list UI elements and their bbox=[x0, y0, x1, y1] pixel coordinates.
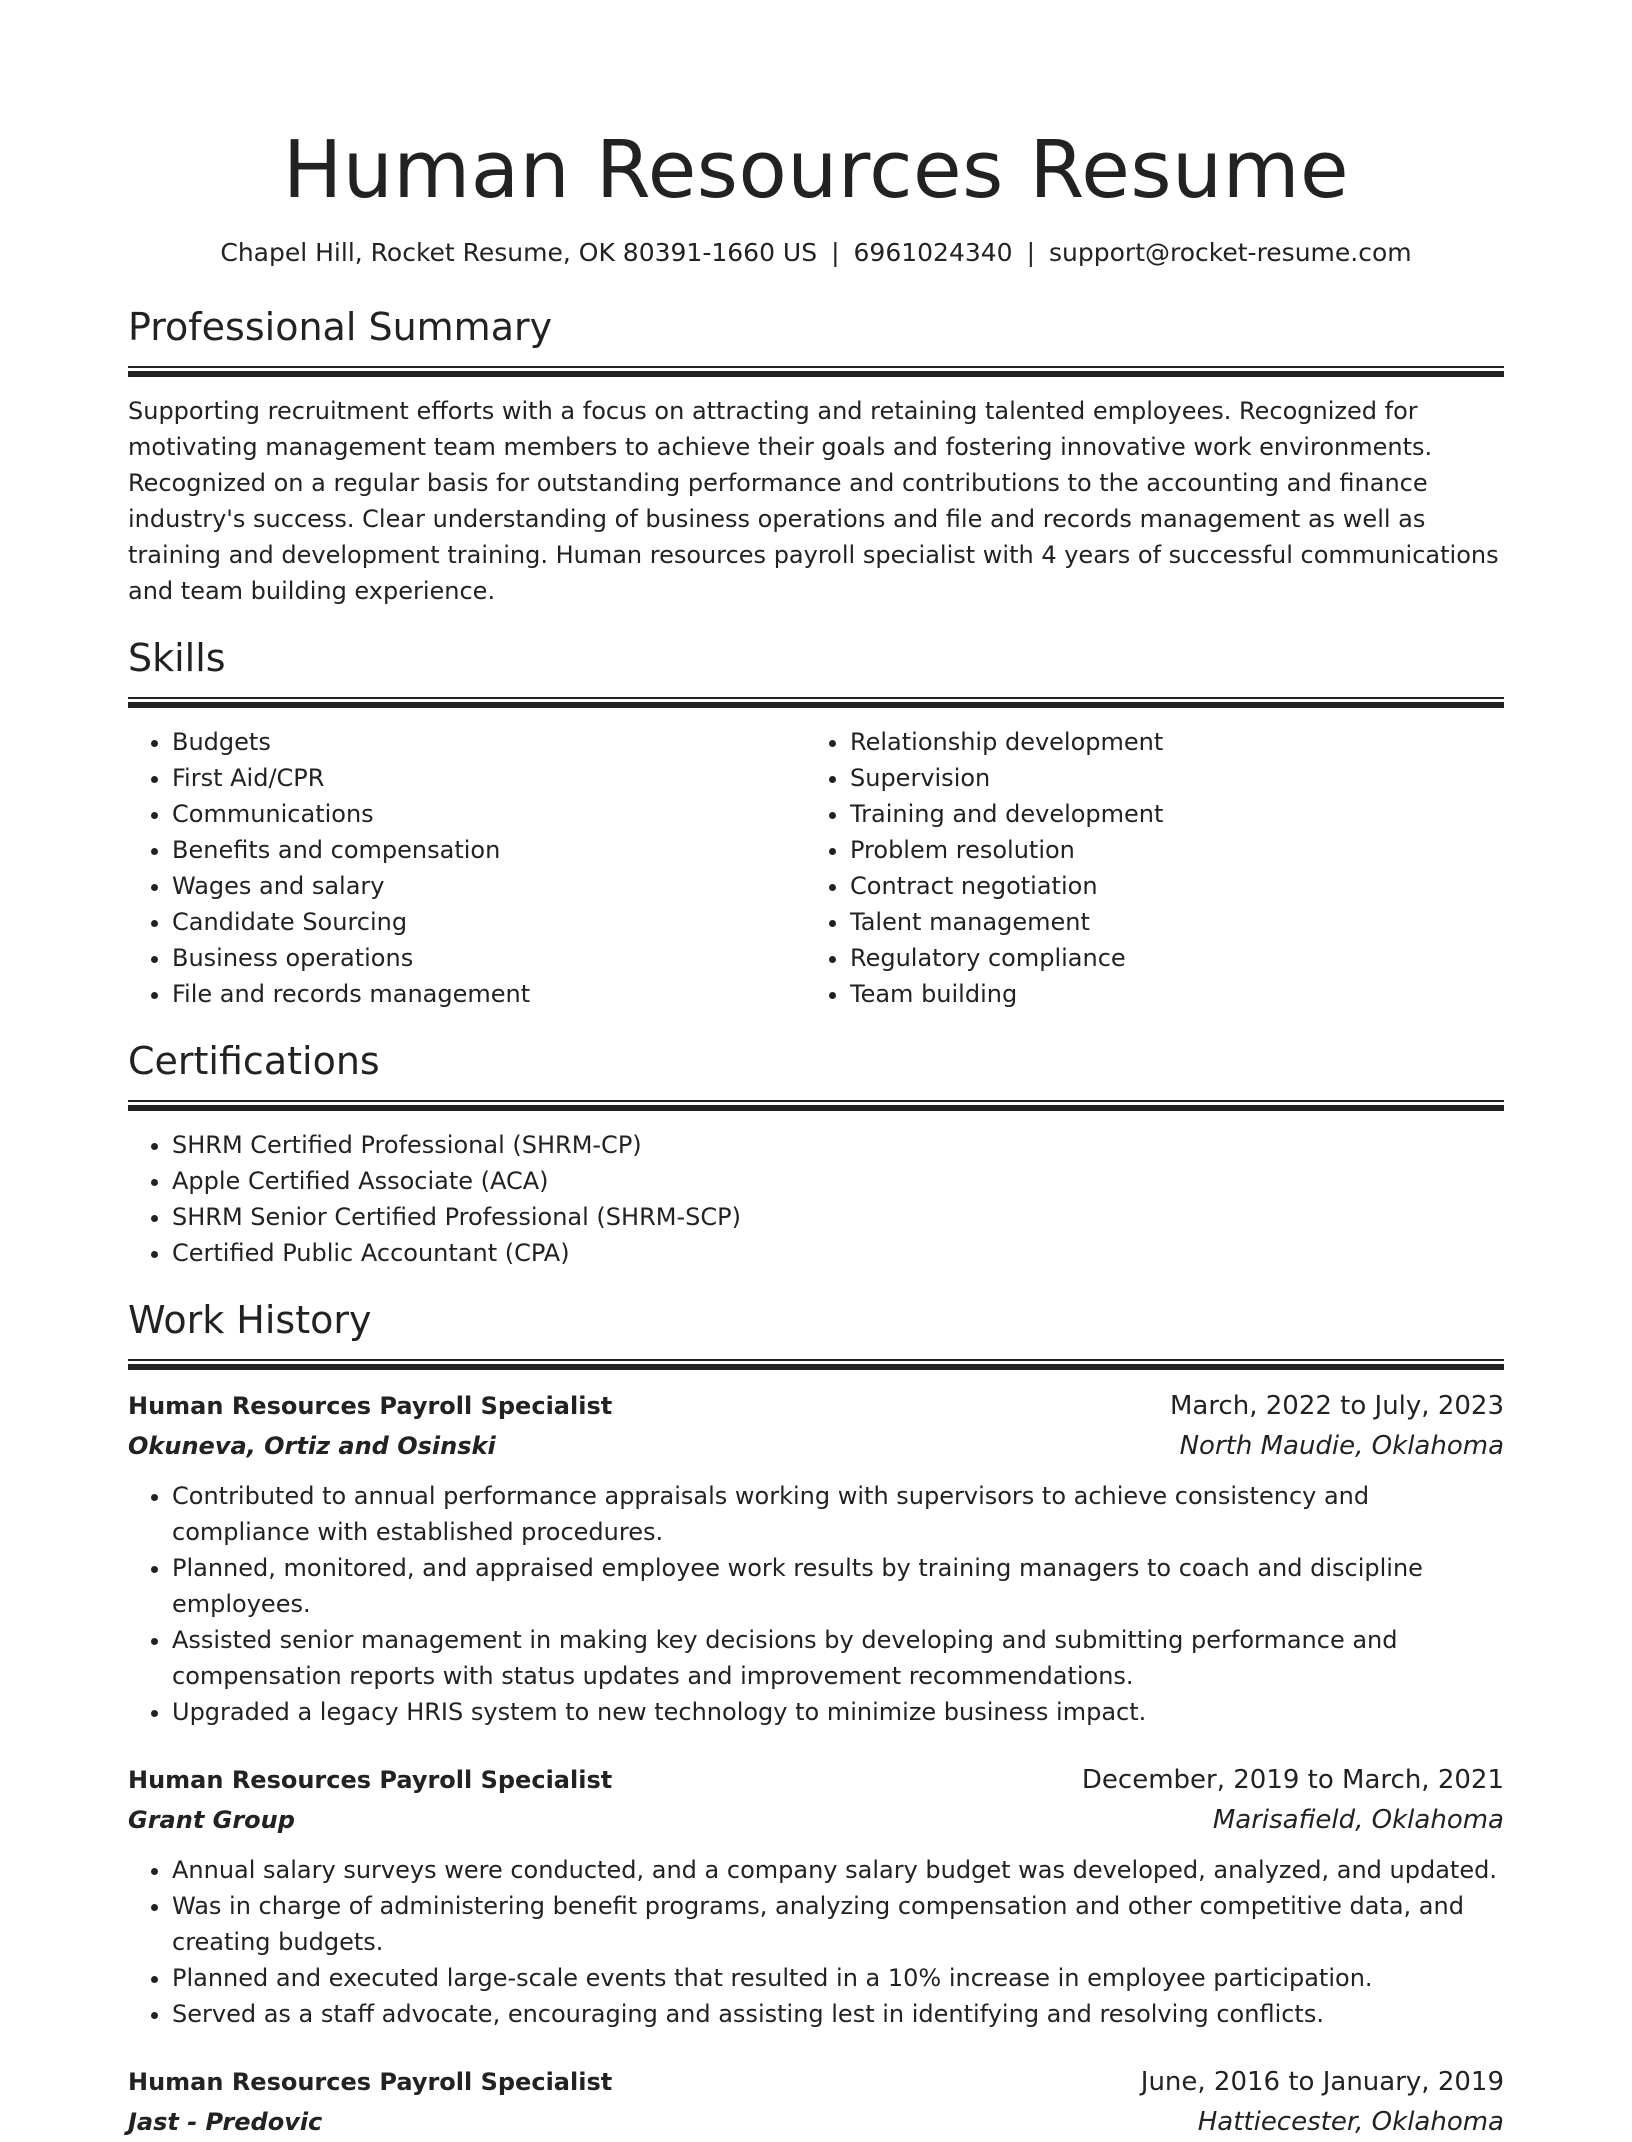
certifications-section bbox=[128, 1036, 1504, 1271]
job-dates: June, 2016 to January, 2019 bbox=[1140, 2067, 1504, 2097]
work-history-section bbox=[128, 1295, 1504, 2142]
job-bullet: • Planned and executed large-scale events that resulted in a 10% increase in employee participation. bbox=[172, 1960, 1504, 1996]
skills-heading: Skills bbox=[128, 636, 226, 680]
skills-list-right bbox=[806, 724, 1484, 1012]
job-title: Human Resources Payroll Specialist bbox=[128, 1392, 613, 1420]
job-company-row bbox=[128, 1426, 1504, 1466]
resume-page bbox=[128, 0, 1504, 2142]
job-bullet: • Contributed to annual performance appraisals working with supervisors to achieve consistency and compliance with established procedures. bbox=[172, 1478, 1504, 1550]
job-company-row bbox=[128, 2102, 1504, 2142]
job-location: Marisafield, Oklahoma bbox=[1212, 1805, 1504, 1835]
job-bullets bbox=[128, 1478, 1504, 1730]
certifications-heading: Certifications bbox=[128, 1039, 380, 1083]
skill-item: • Talent management bbox=[850, 904, 1484, 940]
contact-separator: | bbox=[831, 238, 840, 267]
section-divider bbox=[128, 1100, 1504, 1111]
skill-item: • Problem resolution bbox=[850, 832, 1484, 868]
job-bullet: • Annual salary surveys were conducted, and a company salary budget was developed, analyzed, and updated. bbox=[172, 1852, 1504, 1888]
job-bullet: • Planned, monitored, and appraised employee work results by training managers to coach and discipline employees. bbox=[172, 1550, 1504, 1622]
job-header-row bbox=[128, 1386, 1504, 1426]
job-bullet: • Was in charge of administering benefit programs, analyzing compensation and other competitive data, and creating budgets. bbox=[172, 1888, 1504, 1960]
job-company: Jast - Predovic bbox=[128, 2108, 323, 2136]
work-history-heading: Work History bbox=[128, 1298, 372, 1342]
contact-separator: | bbox=[1026, 238, 1036, 267]
job-title: Human Resources Payroll Specialist bbox=[128, 2068, 613, 2096]
skill-item: • Benefits and compensation bbox=[172, 832, 806, 868]
skills-columns bbox=[128, 724, 1504, 1012]
job-company-row bbox=[128, 1800, 1504, 1840]
summary-section bbox=[128, 302, 1504, 609]
resume-title: Human Resources Resume bbox=[282, 124, 1350, 216]
job-bullet: • Served as a staff advocate, encouraging and assisting lest in identifying and resolving conflicts. bbox=[172, 1996, 1504, 2032]
certifications-list bbox=[128, 1127, 1504, 1271]
section-divider bbox=[128, 697, 1504, 708]
skills-list-left bbox=[128, 724, 806, 1012]
certification-item: • SHRM Certified Professional (SHRM-CP) bbox=[172, 1127, 1504, 1163]
job-location: Hattiecester, Oklahoma bbox=[1197, 2107, 1504, 2137]
job-location: North Maudie, Oklahoma bbox=[1179, 1431, 1504, 1461]
job-entry bbox=[128, 1386, 1504, 1730]
job-bullet: • Assisted senior management in making key decisions by developing and submitting performance and compensation reports with status updates and improvement recommendations. bbox=[172, 1622, 1504, 1694]
job-entry bbox=[128, 1760, 1504, 2032]
summary-text: Supporting recruitment efforts with a focus on attracting and retaining talented employees. Recognized for motivating management team members to achieve their goals and fostering innovative work environments. Recognized on a regular basis for outstanding performance and contributions to the accounting and finance industry's success. Clear understanding of business operations and file and records management as well as training and development training. Human resources payroll specialist with 4 years of successful communications and team building experience. bbox=[128, 397, 1499, 605]
skill-item: • Contract negotiation bbox=[850, 868, 1484, 904]
job-header-row bbox=[128, 2062, 1504, 2102]
skill-item: • Wages and salary bbox=[172, 868, 806, 904]
job-header-row bbox=[128, 1760, 1504, 1800]
job-title: Human Resources Payroll Specialist bbox=[128, 1766, 613, 1794]
skill-item: • Supervision bbox=[850, 760, 1484, 796]
skill-item: • Business operations bbox=[172, 940, 806, 976]
job-dates: March, 2022 to July, 2023 bbox=[1169, 1391, 1504, 1421]
section-divider bbox=[128, 366, 1504, 377]
certification-item: • SHRM Senior Certified Professional (SHRM-SCP) bbox=[172, 1199, 1504, 1235]
skills-section bbox=[128, 633, 1504, 1012]
certification-item: • Certified Public Accountant (CPA) bbox=[172, 1235, 1504, 1271]
contact-address: Chapel Hill, Rocket Resume, OK 80391-1660 US bbox=[220, 238, 818, 267]
skill-item: • Budgets bbox=[172, 724, 806, 760]
job-dates: December, 2019 to March, 2021 bbox=[1081, 1765, 1504, 1795]
contact-phone: 6961024340 bbox=[853, 238, 1013, 267]
section-divider bbox=[128, 1359, 1504, 1370]
skill-item: • First Aid/CPR bbox=[172, 760, 806, 796]
contact-email[interactable]: support@rocket-resume.com bbox=[1049, 238, 1412, 267]
contact-line bbox=[128, 236, 1504, 270]
skill-item: • Communications bbox=[172, 796, 806, 832]
job-entry bbox=[128, 2062, 1504, 2142]
skill-item: • Team building bbox=[850, 976, 1484, 1012]
skill-item: • File and records management bbox=[172, 976, 806, 1012]
job-bullets bbox=[128, 1852, 1504, 2032]
summary-heading: Professional Summary bbox=[128, 305, 553, 349]
job-company: Grant Group bbox=[128, 1806, 295, 1834]
skill-item: • Regulatory compliance bbox=[850, 940, 1484, 976]
skill-item: • Relationship development bbox=[850, 724, 1484, 760]
job-bullet: • Upgraded a legacy HRIS system to new technology to minimize business impact. bbox=[172, 1694, 1504, 1730]
job-company: Okuneva, Ortiz and Osinski bbox=[128, 1432, 496, 1460]
skill-item: • Training and development bbox=[850, 796, 1484, 832]
skill-item: • Candidate Sourcing bbox=[172, 904, 806, 940]
certification-item: • Apple Certified Associate (ACA) bbox=[172, 1163, 1504, 1199]
